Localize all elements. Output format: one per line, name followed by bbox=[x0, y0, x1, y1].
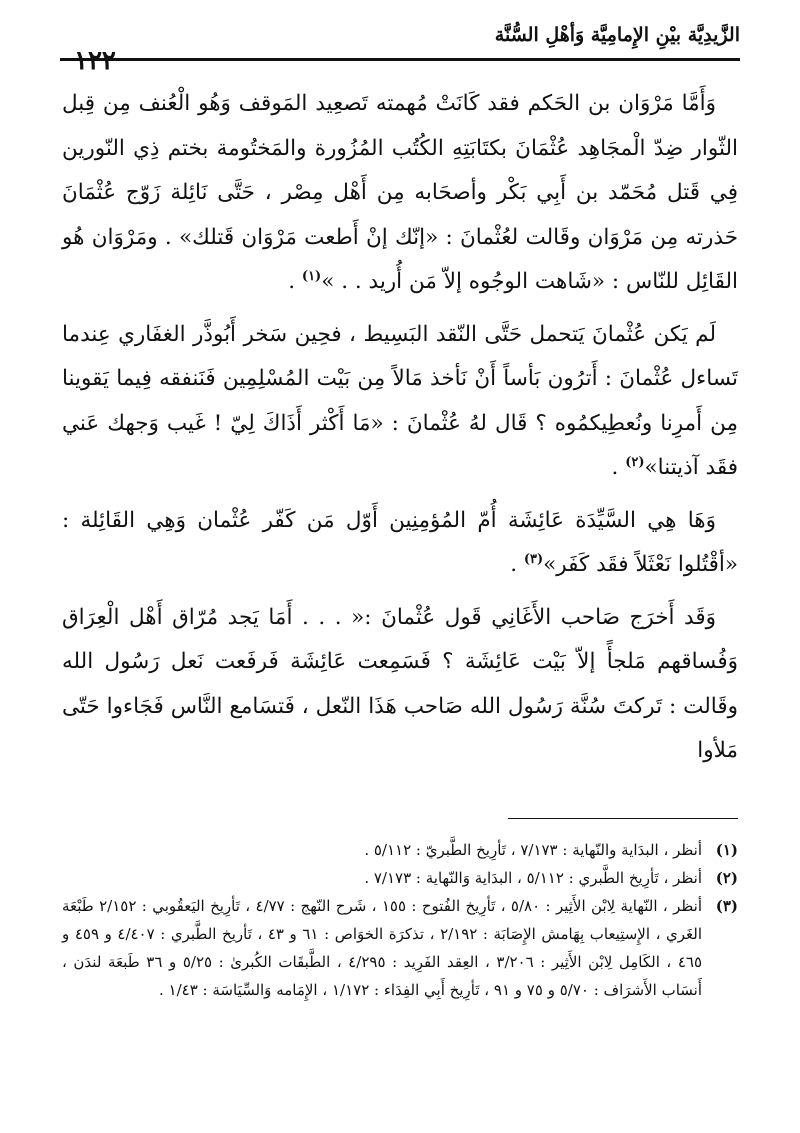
paragraph bbox=[62, 596, 738, 774]
main-text bbox=[62, 82, 738, 782]
footnote-number: (١) bbox=[715, 841, 738, 859]
footnote-text: أنظر ، تَأرِيخ الطَّبري : ٥/١١٢ ، البدَاية وَالنّهاية : ٧/١٧٣ . bbox=[364, 869, 702, 887]
paragraph bbox=[62, 499, 738, 588]
footnote-separator bbox=[508, 818, 738, 819]
footnote bbox=[62, 864, 738, 892]
footnote bbox=[62, 892, 738, 1004]
page-number: ١٢٢ bbox=[74, 46, 116, 76]
paragraph bbox=[62, 313, 738, 491]
running-title: الزَّيدِيَّة بيْنِ الإِمامِيَّة وَأهْلِ السُّنَّة bbox=[494, 24, 740, 46]
paragraph-text: وَأَمَّا مَرْوَان بن الحَكم فقد كَانَتْ مُهمته تَصعِيد المَوقف وَهُو الْعُنف مِن قِبل الثّوار ضِدّ الْمجَاهِد عُثْمَانَ بكتَابَتِهِ الكُتُب المُزُورة والمَختُومة بختم ذِي النّورين فِي قَتل مُحَمّد بن أَبِي بَكْر وأصحَابه مِن أَهْل مِصْر ، حَتَّى نَائِلة زَوّج عُثْمَانَ حَذرته مِن مَرْوَان وقَالت لعُثْمانَ : «إنّك إنْ أَطعت مَرْوَان قَتلك» . ومَرْوَان هُو القَائِل للنّاس : «شَاهت الوجُوه إلاّ مَن أُريد . . » bbox=[62, 91, 738, 294]
footnote-number: (٣) bbox=[715, 897, 738, 915]
footnote-text: أنظر ، البدَاية والنّهاية : ٧/١٧٣ ، تَأرِيخ الطَّبريّ : ٥/١١٢ . bbox=[364, 841, 702, 859]
footnote bbox=[62, 836, 738, 864]
footnotes bbox=[62, 836, 738, 1004]
paragraph-text: وَهَا هِي السَّيِّدَة عَائِشَة أُمّ المُؤمِنِين أَوّل مَن كَفّر عُثْمان وَهِي القَائِلة : «أقْتُلوا نَعْثَلاً فقَد كَفَر» bbox=[62, 507, 738, 577]
paragraph-end: . bbox=[611, 455, 626, 480]
paragraph-end: . bbox=[288, 269, 302, 294]
footnote-ref[interactable]: (٢) bbox=[625, 454, 645, 470]
paragraph-text: لَم يَكن عُثْمانَ يَتحمل حَتَّى النّقد البَسِيط ، فحِين سَخر أَبُوذَّر الغفَاري عِندما تَساءل عُثْمانَ : أَترُون بَأساً أَنْ نَأخذ مَالاً مِن بَيْت المُسْلِمِين فَنَنفقه فِيما يَقوينا مِن أَمرِنا ونُعطِيكمُوه ؟ قَال لهُ عُثْمانَ : «مَا أَكْثر أَذَاكَ لِيّ ! غَيب وَجهك عَني فقَد آذيتنا» bbox=[62, 321, 738, 480]
paragraph-end: . bbox=[510, 552, 524, 577]
header-rule bbox=[60, 58, 740, 61]
footnote-ref[interactable]: (٣) bbox=[523, 551, 544, 567]
running-header bbox=[60, 18, 740, 76]
paragraph bbox=[62, 82, 738, 305]
footnote-number: (٢) bbox=[715, 869, 738, 887]
footnote-ref[interactable]: (١) bbox=[301, 268, 322, 284]
footnote-text: أنظر ، النّهاية لِابْن الأَثِير : ٥/٨٠ ، تَأرِيخ الفُتوح : ١٥٥ ، شَرح النّهج : ٤/٧٧ ، تَأرِيخ اليَعقُوبي : ٢/١٥٢ طَبْعَة الغَري ، الإِستِيعاب بِهَامش الإِصَابَة : ٢/١٩٢ ، تذكرَة الخوَاص : ٦١ و ٤٣ ، تَأريخ الطَّبري : ٤/٤٠٧ و ٤٥٩ و ٤٦٥ ، الكَامِل لِابْن الأَثِير : ٣/٢٠٦ ، العِقد الفَرِيد : ٤/٢٩٥ ، الطَّبقَات الكُبرىٰ : ٥/٢٥ و ٣٦ طَبعَة لندَن ، أَنسَاب الأَشرَاف : ٥/٧٠ و ٧٥ و ٩١ ، تَأرِيخ أَبِي الفِدَاء : ١/١٧٢ ، الإِمَامه وَالسِّيَاسَة : ١/٤٣ . bbox=[62, 897, 703, 999]
paragraph-text: وَقَد أَخرَج صَاحب الأَغَانِي قَول عُثْمانَ :« . . . أَمَا يَجد مُرّاق أَهْل الْعِرَاق وَفُساقهم مَلجأً إلاّ بَيْت عَائِشَة ؟ فَسَمِعت عَائِشَة فَرفَعت نَعل رَسُول الله وقَالت : تَركتَ سُنَّة رَسُول الله صَاحب هَذَا النّعل ، فَتسَامع النَّاس فَجَاءوا حَتّى مَلأوا bbox=[62, 604, 738, 763]
